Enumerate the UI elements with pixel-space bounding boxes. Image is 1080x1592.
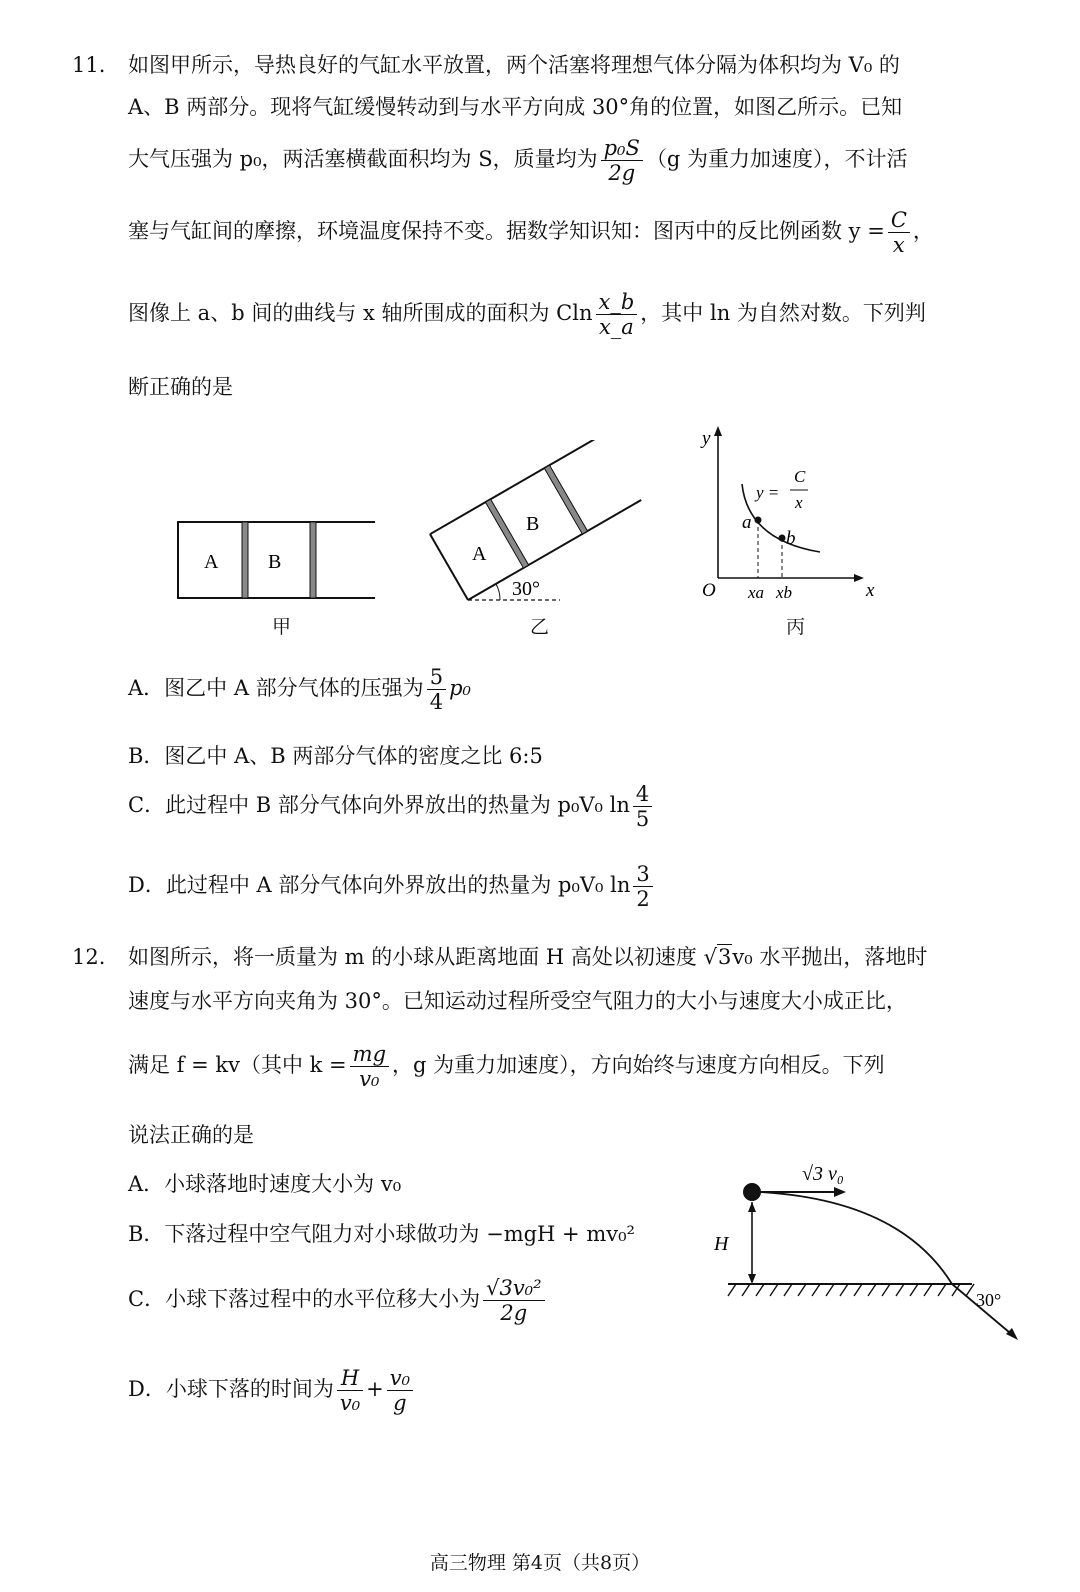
page-footer: 高三物理 第4页（共8页）: [429, 1552, 651, 1574]
caption-bing: 丙: [786, 616, 806, 638]
func-bot: x: [795, 493, 803, 512]
caption-yi: 乙: [530, 616, 550, 638]
curve: [742, 484, 820, 552]
piston-2: [310, 522, 316, 598]
velocity-label: √3 v₀: [802, 1163, 844, 1185]
label-a: A: [472, 543, 487, 565]
func-top: C: [794, 467, 806, 486]
label-b: B: [268, 551, 282, 573]
piston-1: [242, 522, 248, 598]
y-axis-label: y: [702, 428, 711, 449]
q11-option-d: D．此过程中 A 部分气体向外界放出的热量为 p₀V₀ ln $\frac{3}{2}$: [128, 862, 656, 911]
trajectory: [760, 1192, 1016, 1338]
q11-option-b: B．图乙中 A、B 两部分气体的密度之比 6:5: [128, 744, 543, 768]
height-label: H: [714, 1233, 729, 1255]
q12-line2: 速度与水平方向夹角为 30°。已知运动过程所受空气阻力的大小与速度大小成正比，: [128, 989, 907, 1013]
piston-1: [485, 499, 528, 568]
ball: [743, 1183, 761, 1201]
q11-line5: 图像上 a、b 间的曲线与 x 轴所围成的面积为 Cln $\frac{x\_b}{x\_a}$ ，其中 ln 为自然对数。下列判: [128, 290, 926, 340]
q11-option-c: C．此过程中 B 部分气体向外界放出的热量为 p₀V₀ ln $\frac{4}{5}$: [128, 782, 655, 831]
figure-jia: [170, 510, 390, 610]
q11-line2: A、B 两部分。现将气缸缓慢转动到与水平方向成 30°角的位置，如图乙所示。已知: [128, 95, 903, 119]
q12-option-a: A．小球落地时速度大小为 v₀: [128, 1172, 402, 1196]
caption-jia: 甲: [272, 616, 292, 638]
figure-yi: [420, 440, 650, 610]
origin-label: O: [702, 580, 716, 601]
label-b: B: [526, 513, 540, 535]
q12-option-b: B．下落过程中空气阻力对小球做功为 −mgH + mv₀²: [128, 1222, 635, 1246]
figure-bing: [690, 420, 890, 610]
q12-line4: 说法正确的是: [128, 1123, 254, 1147]
q12-option-d: D．小球下落的时间为 $\frac{H}{\text{v₀}}$ + $\frac{\text{v₀}}{g}$: [128, 1366, 416, 1415]
xa-label: xa: [748, 583, 765, 602]
piston-2: [544, 465, 587, 534]
q12-option-c: C．小球下落过程中的水平位移大小为 $\frac{\text{√3v₀²}}{2g}$: [128, 1276, 548, 1325]
cylinder-open-end-mask: [370, 520, 390, 602]
point-b-label: b: [786, 528, 796, 549]
func-lhs: y =: [756, 483, 780, 502]
q11-line6: 断正确的是: [128, 375, 233, 399]
point-a-label: a: [742, 512, 752, 533]
q12-line1: 如图所示，将一质量为 m 的小球从距离地面 H 高处以初速度 √3v₀ 水平抛出，落地时: [128, 945, 928, 969]
xb-label: xb: [776, 583, 793, 602]
angle-label: 30°: [512, 578, 540, 600]
question-11: [72, 52, 1008, 412]
question-12: [72, 944, 1008, 1147]
q11-line4: 塞与气缸间的摩擦，环境温度保持不变。据数学知识知：图丙中的反比例函数 y = $\frac{C}{x}$ ，: [128, 208, 934, 258]
x-axis-label: x: [866, 580, 875, 601]
question-number: 11.: [72, 53, 106, 77]
q12-line3: 满足 f = kv（其中 k = $\frac{mg}{\text{v₀}}$ ，g 为重力加速度），方向始终与速度方向相反。下列: [128, 1042, 885, 1092]
ground-hatch: [728, 1284, 974, 1296]
q11-line1: 如图甲所示，导热良好的气缸水平放置，两个活塞将理想气体分隔为体积均为 V₀ 的: [128, 53, 900, 77]
q11-option-a: A．图乙中 A 部分气体的压强为 $\frac{5}{4}$ p₀: [128, 665, 471, 715]
q11-line3: 大气压强为 p₀，两活塞横截面积均为 S，质量均为 $\frac{\text{p₀S}}{2g}$ （g 为重力加速度），不计活: [128, 136, 908, 186]
figure-projectile: [700, 1150, 1030, 1350]
angle-label: 30°: [976, 1290, 1002, 1310]
label-a: A: [204, 551, 219, 573]
question-number: 12.: [72, 945, 106, 969]
